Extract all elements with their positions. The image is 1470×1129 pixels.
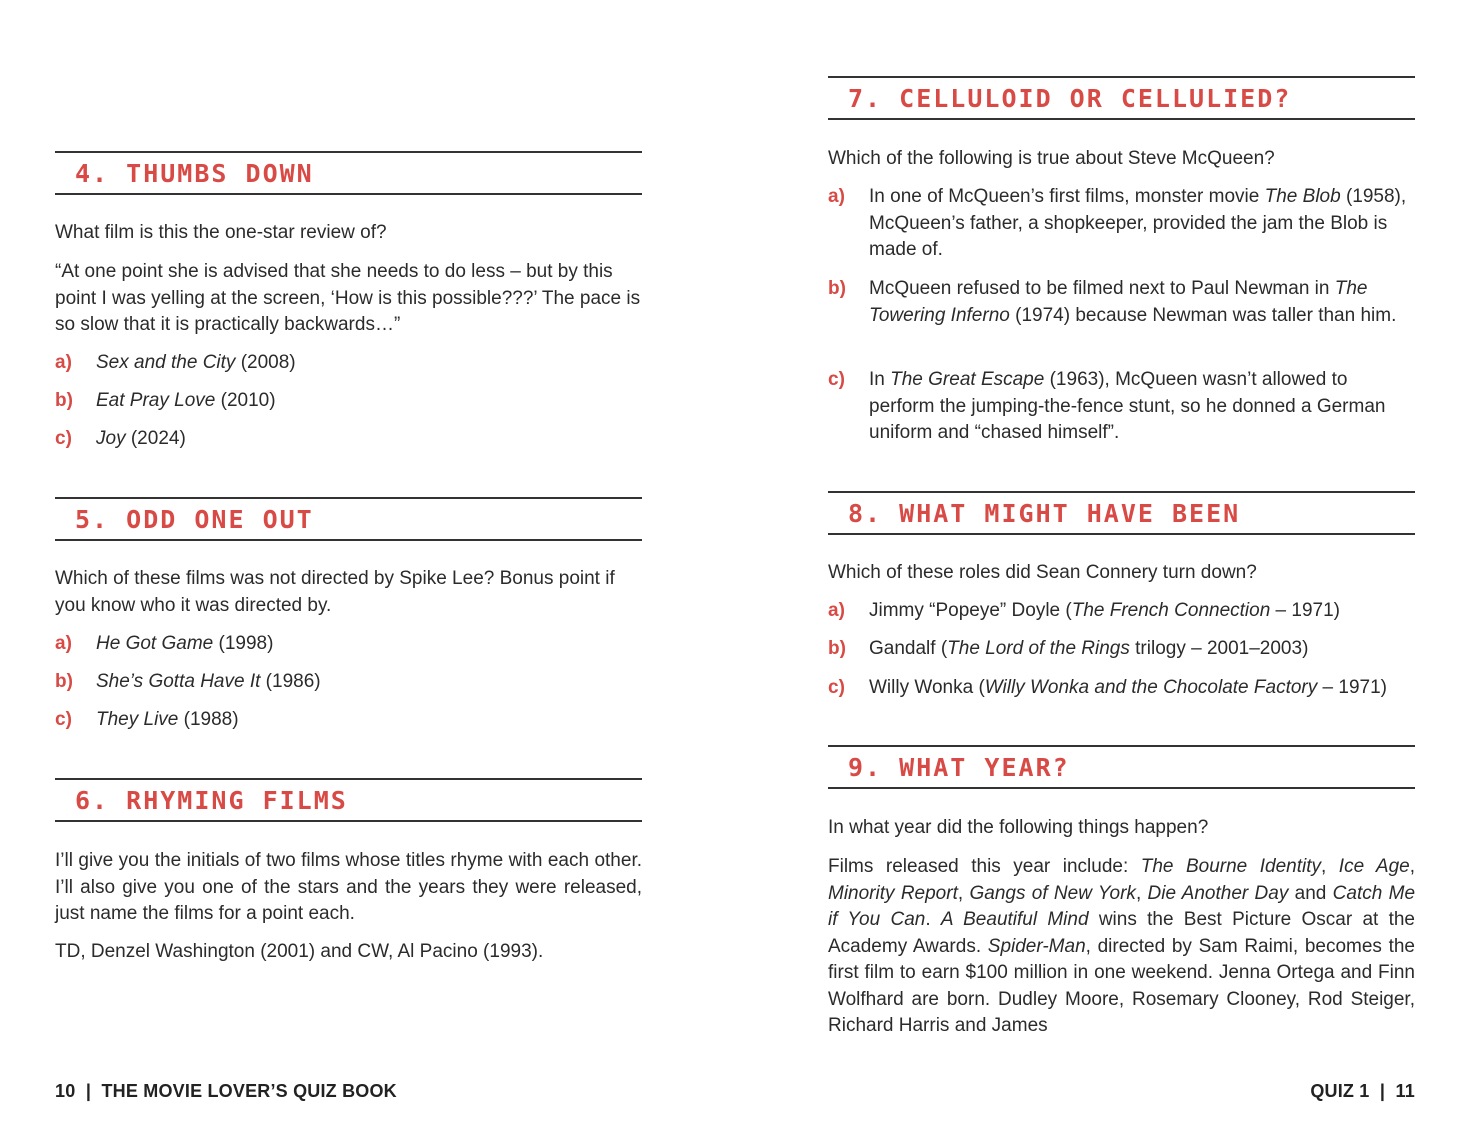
option-letter: c) bbox=[55, 428, 72, 449]
clue-text: and bbox=[1288, 882, 1333, 904]
clue-text: , bbox=[1135, 882, 1148, 904]
clue-text: Films released this year include: bbox=[828, 856, 1141, 877]
option-text: Gandalf ( bbox=[869, 638, 948, 659]
q4-question: What film is this the one-star review of? bbox=[55, 222, 387, 243]
q9-title: 9. WHAT YEAR? bbox=[848, 753, 1070, 782]
film-title: She’s Gotta Have It bbox=[96, 671, 261, 692]
q8-title: 8. WHAT MIGHT HAVE BEEN bbox=[848, 499, 1241, 528]
option-text: Willy Wonka ( bbox=[869, 677, 985, 698]
q8-question: Which of these roles did Sean Connery turn down? bbox=[828, 562, 1257, 583]
option-letter: c) bbox=[828, 677, 845, 698]
q5-header bbox=[55, 497, 642, 541]
q9-question: In what year did the following things happen? bbox=[828, 817, 1209, 838]
film-title: Willy Wonka and the Chocolate Factory bbox=[984, 677, 1318, 698]
film-year: (1998) bbox=[213, 633, 274, 654]
option-text: trilogy – 2001–2003) bbox=[1129, 638, 1309, 659]
q9-header bbox=[828, 745, 1415, 789]
clue-text: wins the Best Picture Oscar at the Academy Awards. bbox=[828, 909, 1415, 957]
film-title: He Got Game bbox=[96, 633, 214, 654]
clue-text: , bbox=[1409, 856, 1416, 877]
film-title: The Lord of the Rings bbox=[947, 638, 1130, 659]
q4-header bbox=[55, 151, 642, 195]
option-letter: a) bbox=[828, 600, 845, 621]
option-text: – 1971) bbox=[1270, 600, 1341, 621]
q8-header bbox=[828, 491, 1415, 535]
option-text: McQueen refused to be filmed next to Paul Newman in bbox=[869, 278, 1335, 299]
option-text: (1958), McQueen’s father, a shopkeeper, provided the jam the Blob is made of. bbox=[869, 186, 1407, 260]
option-text: (1963), McQueen wasn’t allowed to perform the jumping-the-fence stunt, so he donned a German uniform and “chased himself”. bbox=[869, 369, 1386, 443]
option-letter: b) bbox=[828, 278, 846, 299]
option-letter: b) bbox=[828, 638, 846, 659]
film-title: Catch Me if You Can bbox=[828, 882, 1416, 930]
film-title: Joy bbox=[96, 428, 126, 449]
film-title: Spider-Man bbox=[987, 935, 1086, 957]
option-text: – 1971) bbox=[1317, 677, 1387, 698]
q4-quote: “At one point she is advised that she needs to do less – but by this point I was yelling at the screen, ‘How is this possible???’ The pace is so slow that it is practically backwards…” bbox=[55, 261, 641, 335]
option-letter: a) bbox=[828, 186, 845, 207]
film-title: The Towering Inferno bbox=[869, 278, 1368, 326]
film-title: A Beautiful Mind bbox=[940, 909, 1089, 930]
option-letter: b) bbox=[55, 671, 73, 692]
film-title: The Great Escape bbox=[890, 369, 1045, 390]
q5-title: 5. ODD ONE OUT bbox=[75, 505, 314, 534]
film-title: Minority Report bbox=[828, 882, 958, 904]
q7-header bbox=[828, 76, 1415, 120]
film-title: They Live bbox=[96, 709, 179, 730]
q4-title: 4. THUMBS DOWN bbox=[75, 159, 314, 188]
film-title: Ice Age bbox=[1338, 856, 1410, 877]
q5-question: Which of these films was not directed by Spike Lee? Bonus point if you know who it was directed by. bbox=[55, 568, 615, 616]
film-year: (1986) bbox=[260, 671, 321, 692]
q9-clue bbox=[828, 854, 1415, 1040]
film-year: (1988) bbox=[178, 709, 239, 730]
q6-question: I’ll give you the initials of two films whose titles rhyme with each other. I’ll also give you one of the stars and the years they were released, just name the films for a point each. bbox=[55, 850, 642, 924]
q7-question: Which of the following is true about Steve McQueen? bbox=[828, 148, 1275, 169]
q6-clue: TD, Denzel Washington (2001) and CW, Al Pacino (1993). bbox=[55, 941, 544, 962]
footer-left: 10 | THE MOVIE LOVER’S QUIZ BOOK bbox=[55, 1081, 397, 1101]
option-text: In bbox=[869, 369, 891, 390]
film-title: The French Connection bbox=[1071, 600, 1271, 621]
option-letter: a) bbox=[55, 352, 72, 373]
clue-text: , bbox=[1321, 856, 1339, 877]
film-title: Gangs of New York bbox=[969, 882, 1136, 904]
film-title: The Bourne Identity bbox=[1140, 856, 1322, 877]
option-letter: c) bbox=[55, 709, 72, 730]
q6-header bbox=[55, 778, 642, 822]
film-year: (2008) bbox=[235, 352, 296, 373]
clue-text: , bbox=[957, 882, 970, 904]
film-year: (2024) bbox=[125, 428, 186, 449]
clue-text: . bbox=[925, 909, 941, 930]
option-letter: c) bbox=[828, 369, 845, 390]
option-text: In one of McQueen’s first films, monster movie bbox=[869, 186, 1265, 207]
film-title: Sex and the City bbox=[96, 352, 236, 373]
film-title: The Blob bbox=[1264, 186, 1341, 207]
clue-text: , directed by Sam Raimi, becomes the first film to earn $100 million in one weekend. Jenna Ortega and Finn Wolfhard are born. Dudley Moore, Rosemary Clooney, Rod Steiger, Richard Harris and James bbox=[828, 935, 1415, 1036]
film-year: (2010) bbox=[215, 390, 276, 411]
q7-title: 7. CELLULOID OR CELLULIED? bbox=[848, 84, 1292, 113]
option-letter: b) bbox=[55, 390, 73, 411]
option-text: Jimmy “Popeye” Doyle ( bbox=[869, 600, 1072, 621]
film-title: Die Another Day bbox=[1147, 882, 1289, 904]
option-letter: a) bbox=[55, 633, 72, 654]
film-title: Eat Pray Love bbox=[96, 390, 216, 411]
footer-right: QUIZ 1 | 11 bbox=[1310, 1081, 1415, 1101]
option-text: (1974) because Newman was taller than him. bbox=[1009, 304, 1397, 326]
q6-title: 6. RHYMING FILMS bbox=[75, 786, 348, 815]
